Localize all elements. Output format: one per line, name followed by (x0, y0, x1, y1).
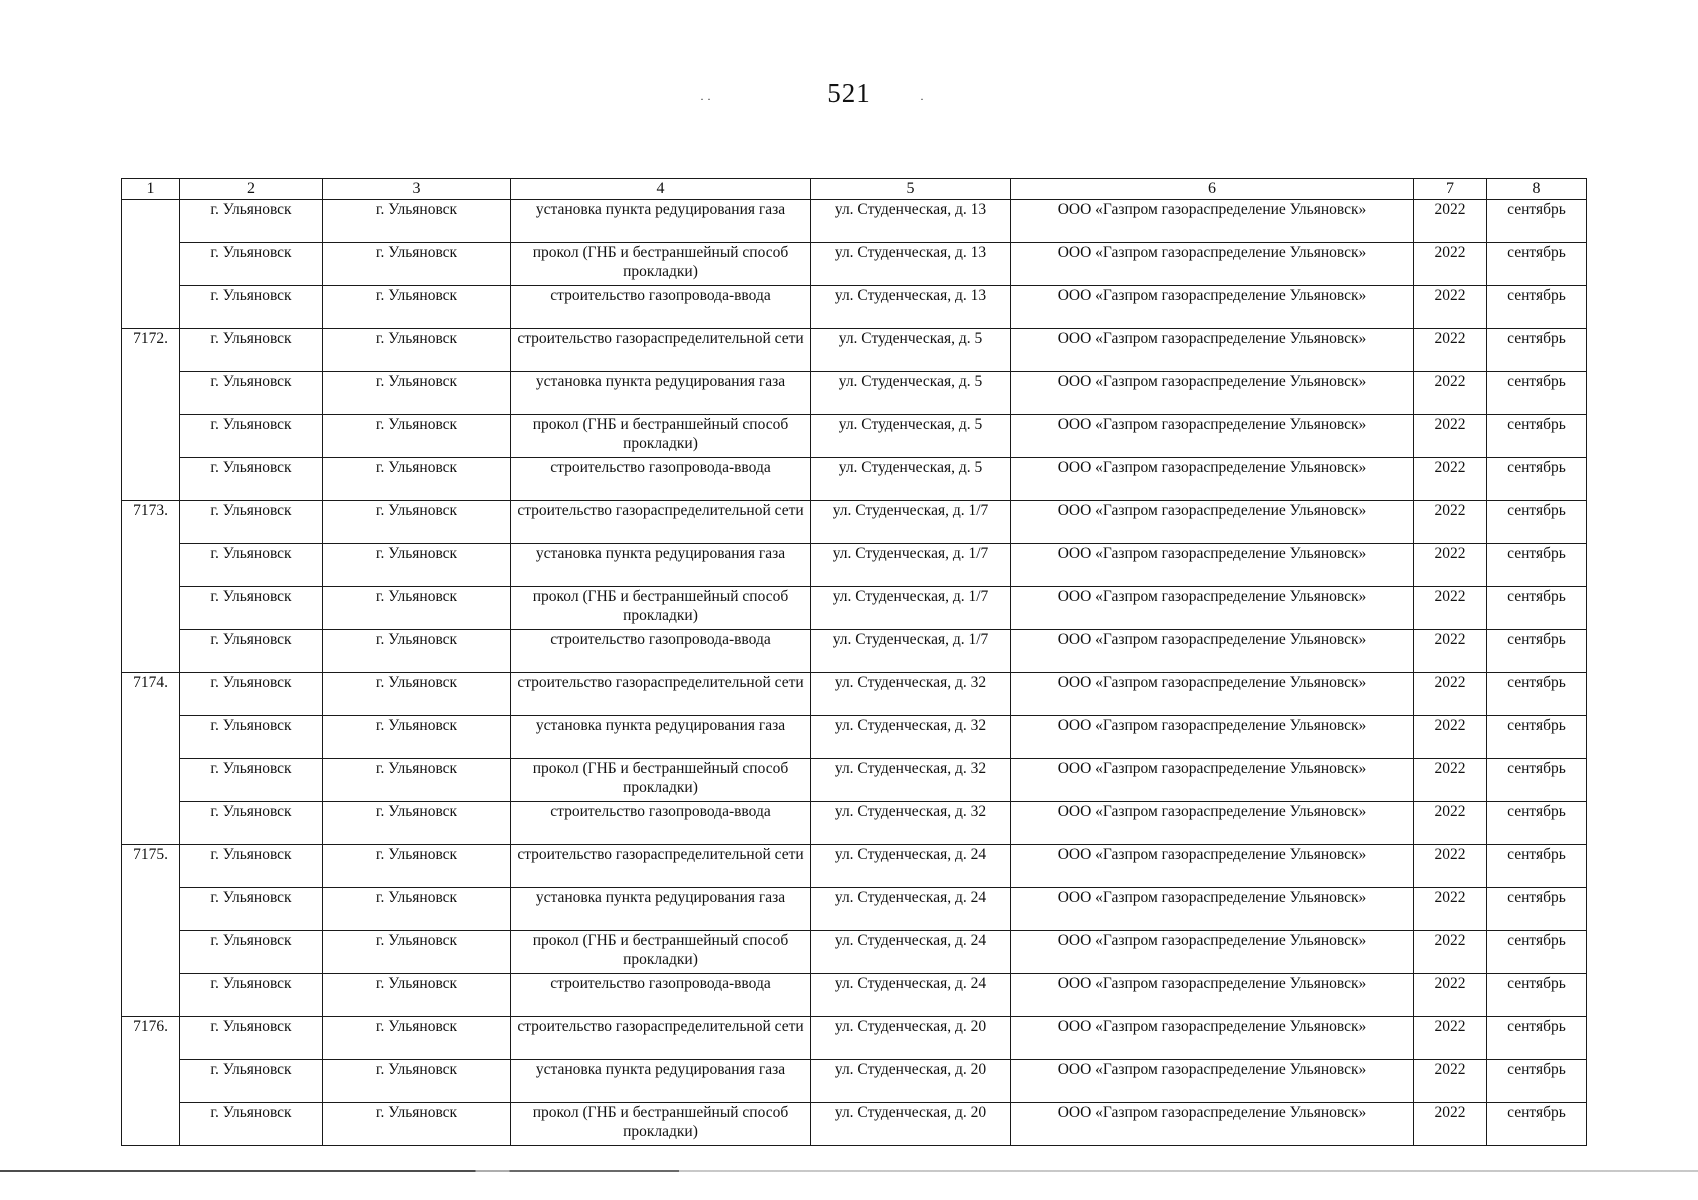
column-header-2: 2 (180, 179, 323, 200)
table-row (122, 1103, 1587, 1146)
address-cell: ул. Студенческая, д. 24 (811, 845, 1011, 888)
year-cell: 2022 (1414, 716, 1487, 759)
region-cell: г. Ульяновск (180, 630, 323, 673)
organization-cell: ООО «Газпром газораспределение Ульяновск» (1011, 974, 1414, 1017)
table-row (122, 372, 1587, 415)
organization-cell: ООО «Газпром газораспределение Ульяновск» (1011, 845, 1414, 888)
locality-cell: г. Ульяновск (323, 931, 511, 974)
locality-cell: г. Ульяновск (323, 759, 511, 802)
table-row (122, 501, 1587, 544)
row-number (122, 544, 180, 587)
locality-cell: г. Ульяновск (323, 974, 511, 1017)
month-cell: сентябрь (1487, 802, 1587, 845)
address-cell: ул. Студенческая, д. 13 (811, 243, 1011, 286)
work-type-cell: установка пункта редуцирования газа (511, 716, 811, 759)
region-cell: г. Ульяновск (180, 845, 323, 888)
row-number (122, 888, 180, 931)
month-cell: сентябрь (1487, 1017, 1587, 1060)
locality-cell: г. Ульяновск (323, 372, 511, 415)
table-row (122, 286, 1587, 329)
scan-speck: · · (700, 92, 711, 106)
address-cell: ул. Студенческая, д. 1/7 (811, 587, 1011, 630)
organization-cell: ООО «Газпром газораспределение Ульяновск» (1011, 458, 1414, 501)
region-cell: г. Ульяновск (180, 501, 323, 544)
work-type-cell: строительство газопровода-ввода (511, 802, 811, 845)
row-number (122, 759, 180, 802)
locality-cell: г. Ульяновск (323, 329, 511, 372)
locality-cell: г. Ульяновск (323, 286, 511, 329)
locality-cell: г. Ульяновск (323, 673, 511, 716)
page-number: 521 (827, 78, 871, 108)
address-cell: ул. Студенческая, д. 20 (811, 1060, 1011, 1103)
year-cell: 2022 (1414, 200, 1487, 243)
year-cell: 2022 (1414, 501, 1487, 544)
table-row (122, 587, 1587, 630)
month-cell: сентябрь (1487, 888, 1587, 931)
region-cell: г. Ульяновск (180, 888, 323, 931)
year-cell: 2022 (1414, 845, 1487, 888)
month-cell: сентябрь (1487, 544, 1587, 587)
organization-cell: ООО «Газпром газораспределение Ульяновск» (1011, 200, 1414, 243)
locality-cell: г. Ульяновск (323, 458, 511, 501)
work-type-cell: строительство газопровода-ввода (511, 458, 811, 501)
table-row (122, 759, 1587, 802)
locality-cell: г. Ульяновск (323, 200, 511, 243)
organization-cell: ООО «Газпром газораспределение Ульяновск» (1011, 630, 1414, 673)
organization-cell: ООО «Газпром газораспределение Ульяновск» (1011, 1017, 1414, 1060)
year-cell: 2022 (1414, 673, 1487, 716)
table-body (122, 200, 1587, 1146)
scan-speck: · (920, 92, 924, 106)
month-cell: сентябрь (1487, 716, 1587, 759)
year-cell: 2022 (1414, 759, 1487, 802)
region-cell: г. Ульяновск (180, 587, 323, 630)
table-row (122, 673, 1587, 716)
work-type-cell: установка пункта редуцирования газа (511, 888, 811, 931)
table-row (122, 1017, 1587, 1060)
organization-cell: ООО «Газпром газораспределение Ульяновск» (1011, 415, 1414, 458)
table-row (122, 458, 1587, 501)
month-cell: сентябрь (1487, 974, 1587, 1017)
work-type-cell: прокол (ГНБ и бестраншейный способ прокладки) (511, 243, 811, 286)
table-row (122, 630, 1587, 673)
row-number (122, 200, 180, 243)
work-type-cell: строительство газораспределительной сети (511, 329, 811, 372)
month-cell: сентябрь (1487, 587, 1587, 630)
row-number (122, 630, 180, 673)
year-cell: 2022 (1414, 458, 1487, 501)
year-cell: 2022 (1414, 544, 1487, 587)
region-cell: г. Ульяновск (180, 458, 323, 501)
organization-cell: ООО «Газпром газораспределение Ульяновск» (1011, 286, 1414, 329)
address-cell: ул. Студенческая, д. 32 (811, 759, 1011, 802)
address-cell: ул. Студенческая, д. 32 (811, 802, 1011, 845)
row-number (122, 286, 180, 329)
address-cell: ул. Студенческая, д. 5 (811, 415, 1011, 458)
row-number: 7174. (122, 673, 180, 716)
locality-cell: г. Ульяновск (323, 587, 511, 630)
region-cell: г. Ульяновск (180, 673, 323, 716)
region-cell: г. Ульяновск (180, 1060, 323, 1103)
organization-cell: ООО «Газпром газораспределение Ульяновск» (1011, 716, 1414, 759)
organization-cell: ООО «Газпром газораспределение Ульяновск» (1011, 759, 1414, 802)
locality-cell: г. Ульяновск (323, 845, 511, 888)
organization-cell: ООО «Газпром газораспределение Ульяновск» (1011, 1060, 1414, 1103)
row-number (122, 415, 180, 458)
table-row (122, 415, 1587, 458)
table-row (122, 888, 1587, 931)
organization-cell: ООО «Газпром газораспределение Ульяновск» (1011, 501, 1414, 544)
work-type-cell: строительство газораспределительной сети (511, 1017, 811, 1060)
locality-cell: г. Ульяновск (323, 243, 511, 286)
month-cell: сентябрь (1487, 759, 1587, 802)
row-number (122, 1103, 180, 1146)
address-cell: ул. Студенческая, д. 13 (811, 286, 1011, 329)
row-number (122, 802, 180, 845)
row-number (122, 243, 180, 286)
column-header-1: 1 (122, 179, 180, 200)
work-type-cell: установка пункта редуцирования газа (511, 372, 811, 415)
month-cell: сентябрь (1487, 1103, 1587, 1146)
year-cell: 2022 (1414, 802, 1487, 845)
organization-cell: ООО «Газпром газораспределение Ульяновск» (1011, 243, 1414, 286)
region-cell: г. Ульяновск (180, 759, 323, 802)
column-header-3: 3 (323, 179, 511, 200)
month-cell: сентябрь (1487, 501, 1587, 544)
row-number (122, 1060, 180, 1103)
column-header-8: 8 (1487, 179, 1587, 200)
region-cell: г. Ульяновск (180, 243, 323, 286)
year-cell: 2022 (1414, 415, 1487, 458)
region-cell: г. Ульяновск (180, 716, 323, 759)
row-number (122, 587, 180, 630)
row-number: 7172. (122, 329, 180, 372)
locality-cell: г. Ульяновск (323, 1017, 511, 1060)
work-type-cell: прокол (ГНБ и бестраншейный способ прокладки) (511, 931, 811, 974)
address-cell: ул. Студенческая, д. 1/7 (811, 630, 1011, 673)
locality-cell: г. Ульяновск (323, 415, 511, 458)
row-number (122, 716, 180, 759)
organization-cell: ООО «Газпром газораспределение Ульяновск» (1011, 329, 1414, 372)
work-type-cell: строительство газопровода-ввода (511, 974, 811, 1017)
year-cell: 2022 (1414, 1060, 1487, 1103)
month-cell: сентябрь (1487, 286, 1587, 329)
work-type-cell: строительство газораспределительной сети (511, 845, 811, 888)
work-type-cell: строительство газопровода-ввода (511, 630, 811, 673)
work-type-cell: строительство газопровода-ввода (511, 286, 811, 329)
organization-cell: ООО «Газпром газораспределение Ульяновск» (1011, 888, 1414, 931)
row-number (122, 458, 180, 501)
locality-cell: г. Ульяновск (323, 501, 511, 544)
region-cell: г. Ульяновск (180, 372, 323, 415)
region-cell: г. Ульяновск (180, 1103, 323, 1146)
month-cell: сентябрь (1487, 1060, 1587, 1103)
locality-cell: г. Ульяновск (323, 716, 511, 759)
work-type-cell: прокол (ГНБ и бестраншейный способ прокладки) (511, 1103, 811, 1146)
year-cell: 2022 (1414, 1017, 1487, 1060)
column-header-7: 7 (1414, 179, 1487, 200)
address-cell: ул. Студенческая, д. 5 (811, 372, 1011, 415)
year-cell: 2022 (1414, 974, 1487, 1017)
year-cell: 2022 (1414, 888, 1487, 931)
month-cell: сентябрь (1487, 845, 1587, 888)
row-number (122, 974, 180, 1017)
region-cell: г. Ульяновск (180, 974, 323, 1017)
year-cell: 2022 (1414, 243, 1487, 286)
locality-cell: г. Ульяновск (323, 802, 511, 845)
table-row (122, 544, 1587, 587)
table-header-row (122, 179, 1587, 200)
work-type-cell: строительство газораспределительной сети (511, 673, 811, 716)
work-type-cell: установка пункта редуцирования газа (511, 200, 811, 243)
address-cell: ул. Студенческая, д. 32 (811, 673, 1011, 716)
row-number (122, 372, 180, 415)
address-cell: ул. Студенческая, д. 1/7 (811, 544, 1011, 587)
work-type-cell: установка пункта редуцирования газа (511, 1060, 811, 1103)
locality-cell: г. Ульяновск (323, 630, 511, 673)
row-number: 7176. (122, 1017, 180, 1060)
table-row (122, 243, 1587, 286)
organization-cell: ООО «Газпром газораспределение Ульяновск» (1011, 587, 1414, 630)
address-cell: ул. Студенческая, д. 32 (811, 716, 1011, 759)
month-cell: сентябрь (1487, 243, 1587, 286)
year-cell: 2022 (1414, 931, 1487, 974)
year-cell: 2022 (1414, 630, 1487, 673)
address-cell: ул. Студенческая, д. 20 (811, 1103, 1011, 1146)
table-row (122, 329, 1587, 372)
month-cell: сентябрь (1487, 200, 1587, 243)
work-type-cell: строительство газораспределительной сети (511, 501, 811, 544)
table-row (122, 716, 1587, 759)
column-header-5: 5 (811, 179, 1011, 200)
row-number: 7175. (122, 845, 180, 888)
region-cell: г. Ульяновск (180, 802, 323, 845)
locality-cell: г. Ульяновск (323, 1103, 511, 1146)
locality-cell: г. Ульяновск (323, 1060, 511, 1103)
row-number (122, 931, 180, 974)
address-cell: ул. Студенческая, д. 5 (811, 329, 1011, 372)
month-cell: сентябрь (1487, 931, 1587, 974)
year-cell: 2022 (1414, 372, 1487, 415)
column-header-4: 4 (511, 179, 811, 200)
organization-cell: ООО «Газпром газораспределение Ульяновск» (1011, 1103, 1414, 1146)
address-cell: ул. Студенческая, д. 24 (811, 888, 1011, 931)
register-table (121, 178, 1587, 1146)
organization-cell: ООО «Газпром газораспределение Ульяновск» (1011, 802, 1414, 845)
row-number: 7173. (122, 501, 180, 544)
work-type-cell: установка пункта редуцирования газа (511, 544, 811, 587)
address-cell: ул. Студенческая, д. 24 (811, 931, 1011, 974)
table-row (122, 974, 1587, 1017)
organization-cell: ООО «Газпром газораспределение Ульяновск» (1011, 931, 1414, 974)
region-cell: г. Ульяновск (180, 415, 323, 458)
work-type-cell: прокол (ГНБ и бестраншейный способ прокладки) (511, 759, 811, 802)
table-row (122, 931, 1587, 974)
month-cell: сентябрь (1487, 458, 1587, 501)
table-row (122, 845, 1587, 888)
year-cell: 2022 (1414, 587, 1487, 630)
address-cell: ул. Студенческая, д. 20 (811, 1017, 1011, 1060)
locality-cell: г. Ульяновск (323, 544, 511, 587)
month-cell: сентябрь (1487, 630, 1587, 673)
address-cell: ул. Студенческая, д. 5 (811, 458, 1011, 501)
region-cell: г. Ульяновск (180, 931, 323, 974)
address-cell: ул. Студенческая, д. 13 (811, 200, 1011, 243)
address-cell: ул. Студенческая, д. 24 (811, 974, 1011, 1017)
scan-bottom-rule (0, 1170, 1698, 1172)
table-row (122, 802, 1587, 845)
work-type-cell: прокол (ГНБ и бестраншейный способ прокладки) (511, 415, 811, 458)
month-cell: сентябрь (1487, 415, 1587, 458)
region-cell: г. Ульяновск (180, 200, 323, 243)
month-cell: сентябрь (1487, 372, 1587, 415)
region-cell: г. Ульяновск (180, 329, 323, 372)
year-cell: 2022 (1414, 1103, 1487, 1146)
locality-cell: г. Ульяновск (323, 888, 511, 931)
year-cell: 2022 (1414, 329, 1487, 372)
region-cell: г. Ульяновск (180, 1017, 323, 1060)
month-cell: сентябрь (1487, 673, 1587, 716)
organization-cell: ООО «Газпром газораспределение Ульяновск» (1011, 372, 1414, 415)
table-row (122, 200, 1587, 243)
work-type-cell: прокол (ГНБ и бестраншейный способ прокладки) (511, 587, 811, 630)
region-cell: г. Ульяновск (180, 544, 323, 587)
table-row (122, 1060, 1587, 1103)
organization-cell: ООО «Газпром газораспределение Ульяновск» (1011, 544, 1414, 587)
column-header-6: 6 (1011, 179, 1414, 200)
year-cell: 2022 (1414, 286, 1487, 329)
month-cell: сентябрь (1487, 329, 1587, 372)
region-cell: г. Ульяновск (180, 286, 323, 329)
address-cell: ул. Студенческая, д. 1/7 (811, 501, 1011, 544)
organization-cell: ООО «Газпром газораспределение Ульяновск» (1011, 673, 1414, 716)
